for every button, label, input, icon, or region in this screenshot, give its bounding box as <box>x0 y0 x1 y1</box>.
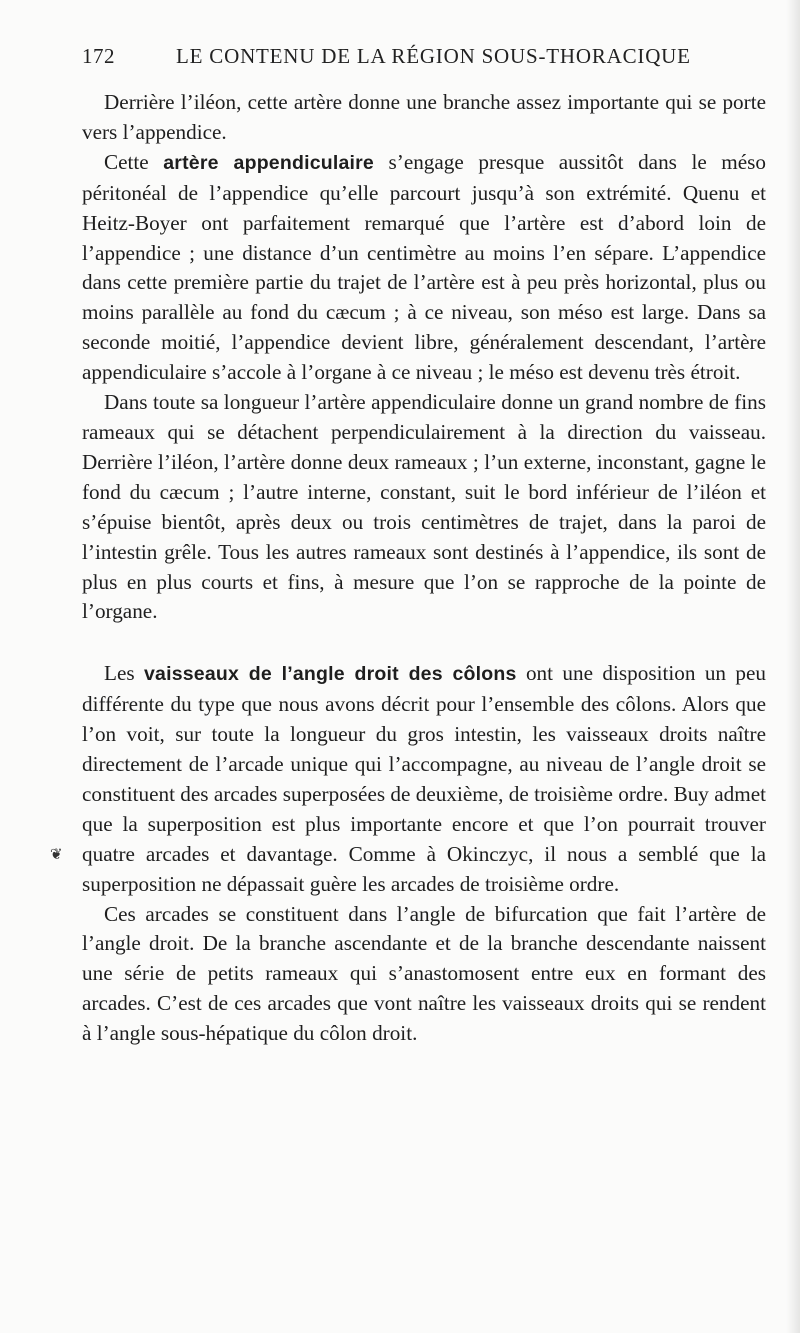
paragraph-5 <box>82 900 766 1050</box>
page-edge-shadow <box>786 0 800 1333</box>
running-header <box>82 44 762 70</box>
paragraph-3 <box>82 388 766 627</box>
paragraph-4-lead: Les <box>104 661 144 686</box>
paragraph-5-text: Ces arcades se constituent dans l’angle de bifurcation que fait l’artère de l’angle droit. De la branche ascendante et de la branche descendante naissent une série de petits rameaux qui s’anastomosent entre eux en formant des arcades. C’est de ces arcades que vont naître les vaisseaux droits qui se rendent à l’angle sous-hépatique du côlon droit. <box>82 901 766 1046</box>
term-vaisseaux-angle-droit: vaisseaux de l’angle droit des côlons <box>144 663 517 686</box>
paragraph-2 <box>82 148 766 388</box>
term-arteria-appendicularis: artère appendiculaire <box>163 151 374 174</box>
paragraph-2-lead: Cette <box>104 149 164 174</box>
paragraph-4-text: ont une disposition un peu différente du type que nous avons décrit pour l’ensemble des côlons. Alors que l’on voit, sur toute la longueur du gros intestin, les vaisseaux droits naître directement de l’arcade unique qui l’accompagne, au niveau de l’angle droit se constituent des arcades superposées de deuxième, de troisième ordre. Buy admet que la superposition est plus importante encore et que l’on pourrait trouver quatre arcades et davantage. Comme à Okinczyc, il nous a semblé que la superposition ne dépassait guère les arcades de troisième ordre. <box>82 661 767 896</box>
section-gap <box>82 627 766 659</box>
page-number: 172 <box>82 44 115 68</box>
margin-ornament-icon: ❦ <box>50 845 63 863</box>
body-text <box>82 88 766 1049</box>
paragraph-2-text: s’engage presque aussitôt dans le méso péritonéal de l’appendice qu’elle parcourt jusqu’à son extrémité. Quenu et Heitz-Boyer ont parfaitement remarqué que l’artère est d’abord loin de l’appendice ; une distance d’un centimètre au moins l’en sépare. L’appendice dans cette première partie du trajet de l’artère est à peu près horizontal, plus ou moins parallèle au fond du cæcum ; à ce niveau, son méso est large. Dans sa seconde moitié, l’appendice devient libre, généralement descendant, l’artère appendiculaire s’accole à l’organe à ce niveau ; le méso est devenu très étroit. <box>82 149 767 385</box>
paragraph-1 <box>82 88 766 148</box>
paragraph-3-text: Dans toute sa longueur l’artère appendiculaire donne un grand nombre de fins rameaux qui se détachent perpendiculairement à la direction du vaisseau. Derrière l’iléon, l’artère donne deux rameaux ; l’un externe, inconstant, gagne le fond du cæcum ; l’autre interne, constant, suit le bord inférieur de l’iléon et s’épuise bientôt, après deux ou trois centimètres de trajet, dans la paroi de l’intestin grêle. Tous les autres rameaux sont destinés à l’appendice, ils sont de plus en plus courts et fins, à mesure que l’on se rapproche de la pointe de l’organe. <box>82 390 766 624</box>
paragraph-4 <box>82 659 766 899</box>
paragraph-1-text: Derrière l’iléon, cette artère donne une branche assez importante qui se porte vers l’appendice. <box>82 90 766 144</box>
header-title: LE CONTENU DE LA RÉGION SOUS-THORACIQUE <box>176 44 691 68</box>
